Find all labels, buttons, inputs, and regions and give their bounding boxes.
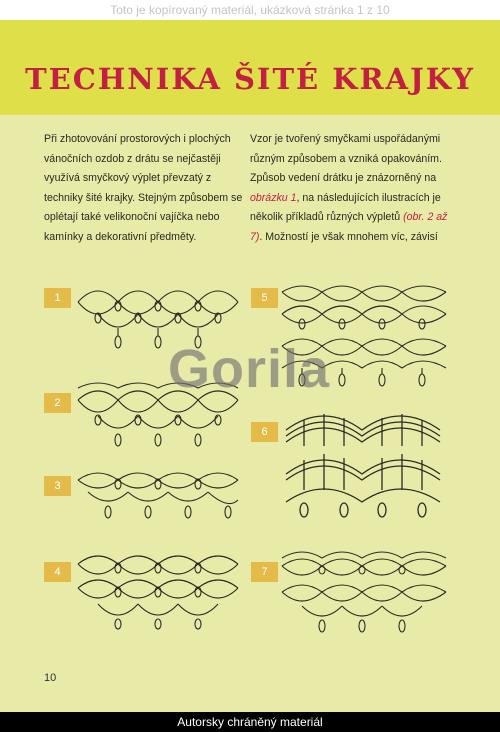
text-column-right xyxy=(250,130,455,248)
lace-illustration-7 xyxy=(280,544,450,640)
figure-reference-1: obrázku 1 xyxy=(250,191,297,204)
watermark-logo: Gorila xyxy=(168,339,331,399)
figure-reference-2-7: (obr. 2 až 7) xyxy=(250,211,448,243)
figure-number-1: 1 xyxy=(44,288,71,308)
figure-number-5: 5 xyxy=(251,288,278,308)
lace-illustration-6 xyxy=(284,406,444,524)
figure-number-7: 7 xyxy=(251,562,278,582)
figure-number-6: 6 xyxy=(251,422,278,442)
lace-illustration-3 xyxy=(76,464,242,534)
page-title: TECHNIKA ŠITÉ KRAJKY xyxy=(25,62,475,96)
figure-number-2: 2 xyxy=(44,393,71,413)
text-column-left: Při zhotovování prostorových i plochých vánočních ozdob z drátu se nejčastěji využívá smyčkový výplet převzatý z techniky šité krajky. Stejným způsobem se oplétají také velikonoční vajíčka nebo kamínky a dekorativní předměty. xyxy=(44,133,243,243)
text-right-part1: Vzor je tvořený smyčkami uspořádanými různým způsobem a vzniká opakováním. Způsob vedení drátku je znázorněný na xyxy=(250,133,442,185)
figure-number-4: 4 xyxy=(44,562,71,582)
copy-notice-bar xyxy=(0,0,500,20)
lace-illustration-4 xyxy=(76,546,242,630)
figure-number-3: 3 xyxy=(44,476,71,496)
copyright-text: Autorsky chráněný materiál xyxy=(177,715,323,729)
text-right-part2: , na následujících ilustracích je několik příkladů různých výpletů xyxy=(250,191,441,224)
text-right-part3: . Možností je však mnohem víc, závisí xyxy=(259,230,438,243)
page-number: 10 xyxy=(44,672,57,684)
copy-notice-text: Toto je kopírovaný materiál, ukázková stránka 1 z 10 xyxy=(110,3,390,17)
copyright-bar xyxy=(0,712,500,732)
